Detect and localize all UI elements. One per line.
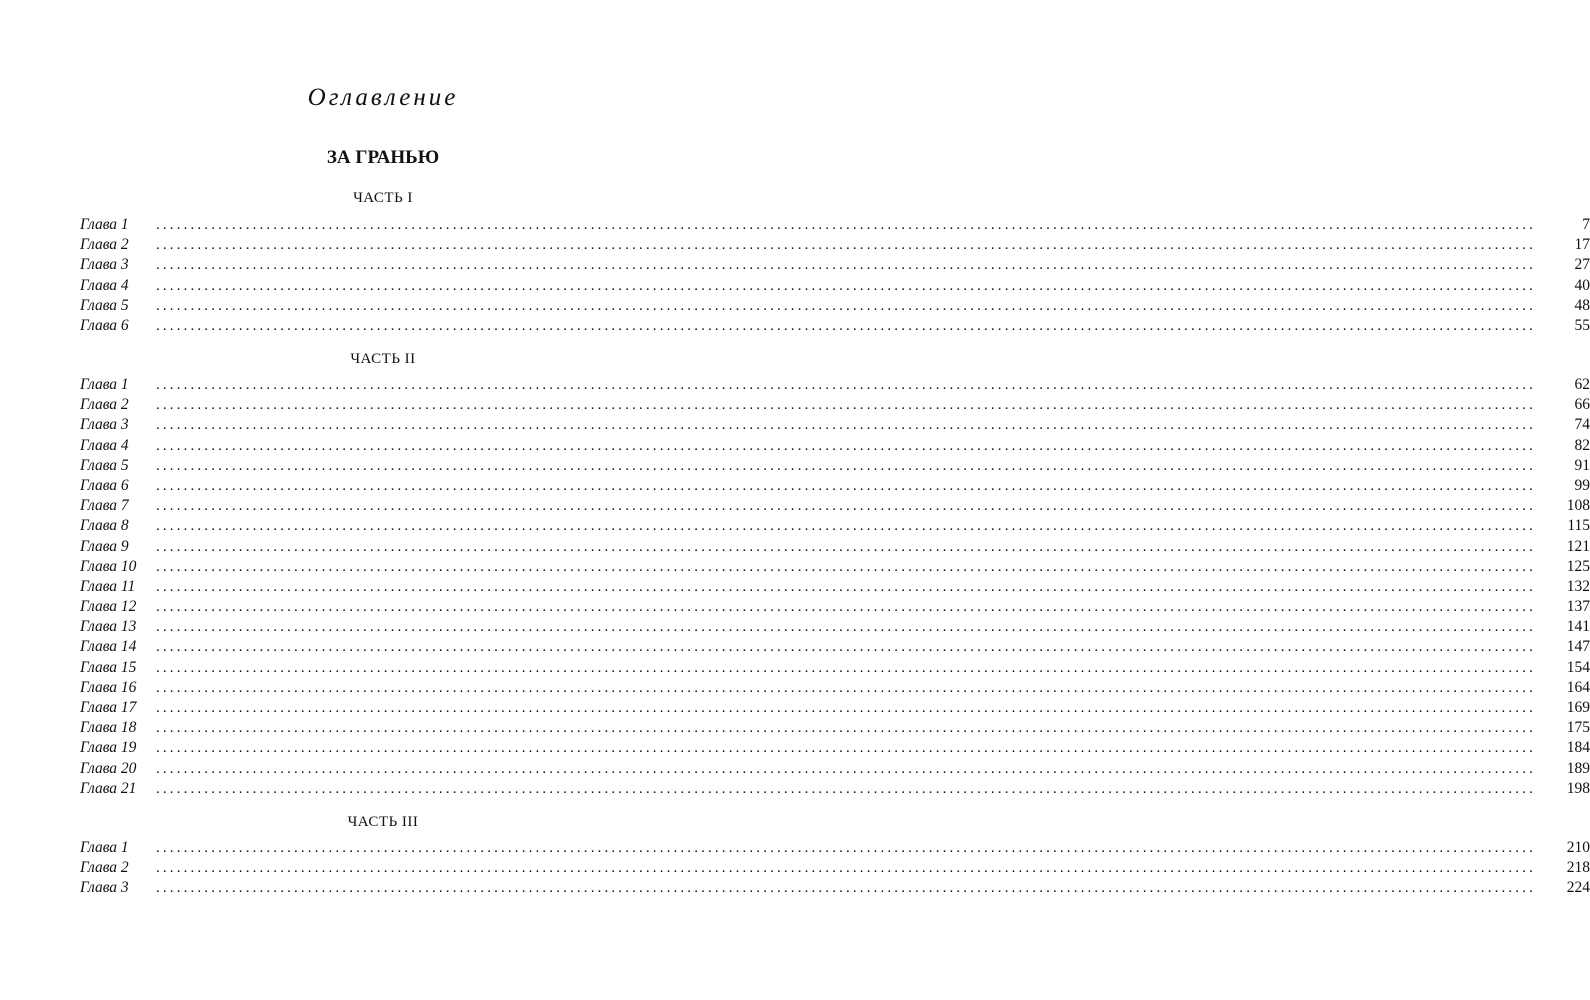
chapter-label: Глава 20	[80, 759, 137, 777]
page-number: 198	[1566, 779, 1590, 797]
page-number: 125	[1566, 557, 1590, 575]
page-number: 82	[1574, 436, 1590, 454]
dot-leader: ........................................................................................................................................................................................................	[156, 297, 1536, 314]
toc-entry	[80, 838, 1590, 858]
dot-leader: ........................................................................................................................................................................................................	[156, 217, 1536, 233]
dot-leader: ........................................................................................................................................................................................................	[156, 780, 1536, 797]
part-2-chapter-list	[80, 375, 1590, 799]
dot-leader: ........................................................................................................................................................................................................	[156, 277, 1536, 294]
page-number: 147	[1566, 638, 1590, 656]
dot-leader: ........................................................................................................................................................................................................	[156, 639, 1536, 656]
chapter-label: Глава 16	[80, 678, 137, 696]
page-number: 40	[1574, 276, 1590, 294]
part-heading-3: ЧАСТЬ III	[347, 814, 419, 830]
part-heading-1: ЧАСТЬ I	[353, 190, 413, 206]
chapter-label: Глава 5	[80, 456, 129, 474]
toc-entry	[80, 496, 1590, 516]
dot-leader: ........................................................................................................................................................................................................	[156, 760, 1536, 777]
chapter-label: Глава 1	[80, 376, 129, 393]
page-number: 169	[1566, 699, 1590, 716]
dot-leader: ........................................................................................................................................................................................................	[156, 840, 1536, 856]
page-number: 27	[1574, 256, 1590, 274]
toc-entry	[80, 395, 1590, 415]
part-3-chapter-list	[80, 838, 1590, 899]
chapter-label: Глава 12	[80, 598, 137, 616]
toc-entry	[80, 375, 1590, 395]
dot-leader: ........................................................................................................................................................................................................	[156, 498, 1536, 515]
dot-leader: ........................................................................................................................................................................................................	[156, 237, 1536, 254]
dot-leader: ........................................................................................................................................................................................................	[156, 558, 1536, 575]
dot-leader: ........................................................................................................................................................................................................	[156, 397, 1536, 414]
page-number: 55	[1574, 316, 1590, 334]
dot-leader: ........................................................................................................................................................................................................	[156, 417, 1536, 434]
page-number: 184	[1566, 739, 1590, 757]
toc-entry	[80, 516, 1590, 536]
page-number: 48	[1574, 296, 1590, 314]
page-number: 189	[1566, 759, 1590, 777]
page-number: 121	[1566, 537, 1590, 555]
chapter-label: Глава 19	[80, 739, 137, 757]
page-number: 99	[1574, 476, 1590, 494]
toc-entry	[80, 759, 1590, 779]
toc-entry	[80, 557, 1590, 577]
toc-entry	[80, 476, 1590, 496]
page-number: 137	[1566, 598, 1590, 616]
page-number: 210	[1566, 839, 1590, 856]
toc-entry	[80, 316, 1590, 336]
dot-leader: ........................................................................................................................................................................................................	[156, 377, 1536, 393]
page-title: Оглавление	[307, 84, 459, 111]
toc-entry	[80, 658, 1590, 678]
dot-leader: ........................................................................................................................................................................................................	[156, 740, 1536, 757]
chapter-label: Глава 2	[80, 859, 129, 877]
page-number: 175	[1566, 719, 1590, 737]
dot-leader: ........................................................................................................................................................................................................	[156, 437, 1536, 454]
dot-leader: ........................................................................................................................................................................................................	[156, 659, 1536, 676]
dot-leader: ........................................................................................................................................................................................................	[156, 679, 1536, 696]
chapter-label: Глава 15	[80, 658, 137, 676]
chapter-label: Глава 3	[80, 256, 129, 274]
toc-entry	[80, 678, 1590, 698]
page-number: 115	[1567, 517, 1590, 535]
toc-entry	[80, 276, 1590, 296]
page-number: 224	[1566, 879, 1590, 897]
page-number: 91	[1574, 456, 1590, 474]
page-number: 74	[1574, 416, 1590, 434]
dot-leader: ........................................................................................................................................................................................................	[156, 700, 1536, 716]
chapter-label: Глава 21	[80, 779, 137, 797]
toc-entry	[80, 255, 1590, 275]
chapter-label: Глава 10	[80, 557, 137, 575]
page-number: 218	[1566, 859, 1590, 877]
toc-entry	[80, 415, 1590, 435]
page-number: 141	[1566, 618, 1590, 636]
dot-leader: ........................................................................................................................................................................................................	[156, 880, 1536, 897]
toc-entry	[80, 235, 1590, 255]
chapter-label: Глава 13	[80, 618, 137, 636]
dot-leader: ........................................................................................................................................................................................................	[156, 518, 1536, 535]
dot-leader: ........................................................................................................................................................................................................	[156, 457, 1536, 474]
chapter-label: Глава 1	[80, 216, 129, 233]
chapter-label: Глава 1	[80, 839, 129, 856]
toc-entry	[80, 779, 1590, 799]
toc-entry	[80, 537, 1590, 557]
dot-leader: ........................................................................................................................................................................................................	[156, 477, 1536, 494]
toc-entry	[80, 456, 1590, 476]
book-title: ЗА ГРАНЬЮ	[326, 147, 440, 168]
chapter-label: Глава 3	[80, 879, 129, 897]
toc-entry	[80, 436, 1590, 456]
dot-leader: ........................................................................................................................................................................................................	[156, 860, 1536, 877]
chapter-label: Глава 5	[80, 296, 129, 314]
toc-entry	[80, 577, 1590, 597]
toc-entry	[80, 296, 1590, 316]
chapter-label: Глава 11	[80, 577, 136, 595]
toc-entry	[80, 215, 1590, 235]
chapter-label: Глава 9	[80, 537, 129, 555]
chapter-label: Глава 7	[80, 497, 129, 515]
page-number: 7	[1582, 216, 1590, 233]
toc-entry	[80, 738, 1590, 758]
chapter-label: Глава 6	[80, 316, 129, 334]
dot-leader: ........................................................................................................................................................................................................	[156, 720, 1536, 737]
toc-entry	[80, 617, 1590, 637]
toc-entry	[80, 597, 1590, 617]
chapter-label: Глава 6	[80, 476, 129, 494]
chapter-label: Глава 4	[80, 276, 129, 294]
page-number: 164	[1566, 678, 1590, 696]
page-number: 62	[1574, 376, 1590, 393]
toc-entry	[80, 698, 1590, 718]
toc-entry	[80, 878, 1590, 898]
part-1-chapter-list	[80, 215, 1590, 336]
chapter-label: Глава 3	[80, 416, 129, 434]
page-number: 66	[1574, 396, 1590, 414]
dot-leader: ........................................................................................................................................................................................................	[156, 257, 1536, 274]
dot-leader: ........................................................................................................................................................................................................	[156, 317, 1536, 334]
chapter-label: Глава 14	[80, 638, 137, 656]
toc-entry	[80, 637, 1590, 657]
chapter-label: Глава 4	[80, 436, 129, 454]
chapter-label: Глава 17	[80, 699, 137, 716]
chapter-label: Глава 18	[80, 719, 137, 737]
chapter-label: Глава 8	[80, 517, 129, 535]
page-number: 154	[1566, 658, 1590, 676]
dot-leader: ........................................................................................................................................................................................................	[156, 619, 1536, 636]
dot-leader: ........................................................................................................................................................................................................	[156, 578, 1536, 595]
dot-leader: ........................................................................................................................................................................................................	[156, 599, 1536, 616]
dot-leader: ........................................................................................................................................................................................................	[156, 538, 1536, 555]
toc-entry	[80, 858, 1590, 878]
page-number: 108	[1566, 497, 1590, 515]
page-number: 132	[1566, 577, 1590, 595]
part-heading-2: ЧАСТЬ II	[350, 351, 416, 367]
chapter-label: Глава 2	[80, 396, 129, 414]
chapter-label: Глава 2	[80, 236, 129, 254]
toc-entry	[80, 718, 1590, 738]
page-number: 17	[1574, 236, 1590, 254]
